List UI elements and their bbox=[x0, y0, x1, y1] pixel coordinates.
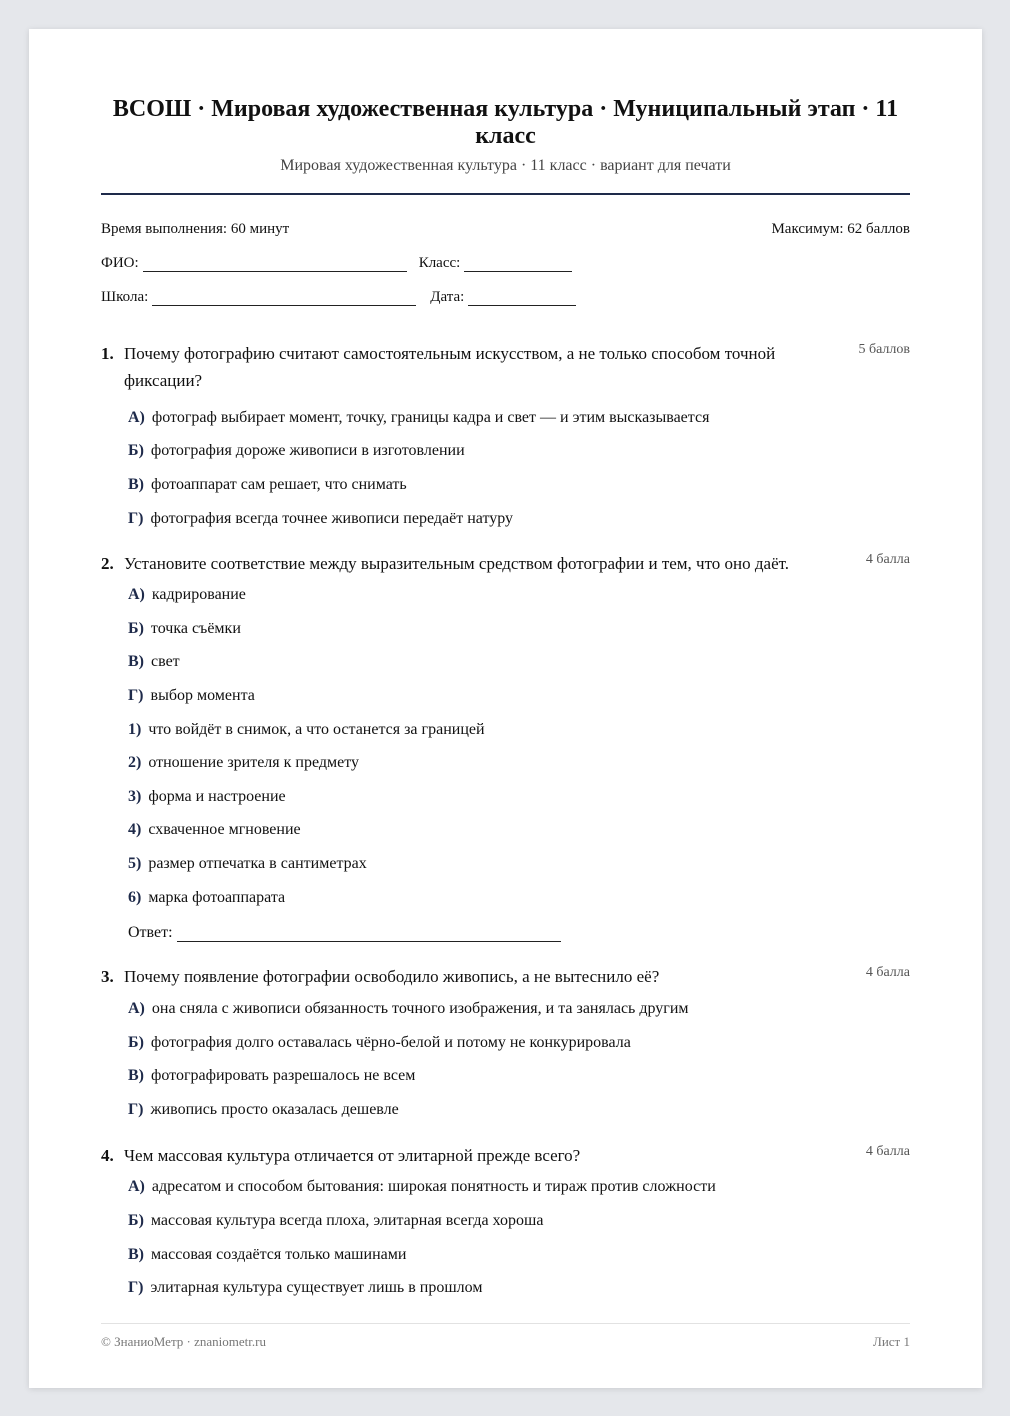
option-a[interactable] bbox=[128, 1171, 910, 1205]
page-footer bbox=[101, 1334, 910, 1350]
option-mark: 4) bbox=[128, 821, 142, 839]
option-text: кадрирование bbox=[151, 586, 246, 604]
option-mark: 6) bbox=[128, 888, 142, 906]
page-number: Лист 1 bbox=[873, 1334, 910, 1349]
question-number: 1. bbox=[101, 344, 114, 363]
footer-copyright: © ЗнаниоМетр · znaniometr.ru bbox=[101, 1334, 266, 1349]
class-field[interactable] bbox=[464, 258, 572, 272]
date-label: Дата: bbox=[430, 289, 465, 305]
option-mark: В) bbox=[128, 653, 144, 671]
question-points: 4 балла bbox=[865, 965, 910, 981]
option-text: адресатом и способом бытования: широкая понятность и тираж против сложности bbox=[151, 1178, 716, 1196]
fio-class-row bbox=[101, 254, 910, 272]
fio-label: ФИО: bbox=[101, 255, 139, 271]
option-text: размер отпечатка в сантиметрах bbox=[148, 854, 367, 872]
match-right-3 bbox=[128, 780, 910, 814]
option-mark: Б) bbox=[128, 1033, 144, 1051]
answer-row bbox=[128, 914, 910, 942]
option-b[interactable] bbox=[128, 435, 910, 469]
question-2 bbox=[101, 550, 910, 942]
option-g[interactable] bbox=[128, 1271, 910, 1305]
option-v[interactable] bbox=[128, 468, 910, 502]
question-head bbox=[101, 1142, 910, 1169]
option-mark: В) bbox=[128, 475, 144, 493]
option-text: выбор момента bbox=[150, 686, 255, 704]
option-mark: А) bbox=[128, 1000, 145, 1018]
option-text: схваченное мгновение bbox=[148, 821, 301, 839]
option-mark: В) bbox=[128, 1067, 144, 1085]
match-right-4 bbox=[128, 814, 910, 848]
match-left-a bbox=[128, 578, 910, 612]
footer-divider bbox=[101, 1323, 910, 1324]
option-text: отношение зрителя к предмету bbox=[148, 754, 360, 772]
option-mark: 3) bbox=[128, 787, 142, 805]
question-head bbox=[101, 550, 910, 577]
option-text: фотограф выбирает момент, точку, границы кадра и свет — и этим высказывается bbox=[151, 408, 710, 426]
exam-sheet bbox=[29, 29, 982, 1388]
option-text: марка фотоаппарата bbox=[148, 888, 286, 906]
option-mark: Б) bbox=[128, 1212, 144, 1230]
time-limit: Время выполнения: 60 минут bbox=[101, 221, 290, 237]
option-a[interactable] bbox=[128, 992, 910, 1026]
match-right-6 bbox=[128, 881, 910, 915]
question-points: 5 баллов bbox=[858, 342, 910, 357]
option-text: точка съёмки bbox=[150, 619, 241, 637]
option-a[interactable] bbox=[128, 401, 910, 435]
match-right-1 bbox=[128, 713, 910, 747]
option-v[interactable] bbox=[128, 1060, 910, 1094]
match-left-b bbox=[128, 612, 910, 646]
option-text: массовая создаётся только машинами bbox=[151, 1245, 407, 1263]
match-right-5 bbox=[128, 847, 910, 881]
option-text: свет bbox=[151, 653, 180, 671]
question-number: 2. bbox=[101, 554, 114, 574]
option-mark: Г) bbox=[128, 1100, 144, 1118]
option-text: форма и настроение bbox=[148, 787, 286, 805]
max-score: Максимум: 62 баллов bbox=[771, 221, 910, 237]
option-mark: А) bbox=[128, 586, 145, 604]
option-text: она сняла с живописи обязанность точного изображения, и та занялась другим bbox=[151, 1000, 689, 1018]
question-head bbox=[101, 963, 910, 990]
option-text: фотографировать разрешалось не всем bbox=[151, 1067, 416, 1085]
option-text: фотография дороже живописи в изготовлении bbox=[150, 442, 465, 460]
question-1 bbox=[101, 340, 910, 535]
option-text: фотография всегда точнее живописи передаёт натуру bbox=[150, 509, 514, 527]
option-mark: Г) bbox=[128, 509, 144, 527]
question-points: 4 балла bbox=[865, 552, 910, 568]
option-mark: А) bbox=[128, 1178, 145, 1196]
option-mark: 2) bbox=[128, 754, 142, 772]
option-text: элитарная культура существует лишь в прошлом bbox=[150, 1279, 483, 1297]
meta-row bbox=[101, 220, 910, 238]
match-left-v bbox=[128, 646, 910, 680]
header-divider bbox=[101, 193, 910, 195]
option-mark: 1) bbox=[128, 720, 142, 738]
option-text: фотография долго оставалась чёрно-белой и потому не конкурировала bbox=[150, 1033, 631, 1051]
question-4 bbox=[101, 1142, 910, 1305]
option-text: массовая культура всегда плоха, элитарная всегда хороша bbox=[150, 1212, 544, 1230]
option-text: что войдёт в снимок, а что останется за границей bbox=[148, 720, 485, 738]
fio-field[interactable] bbox=[143, 258, 407, 272]
question-number: 3. bbox=[101, 967, 114, 987]
school-label: Школа: bbox=[101, 289, 149, 305]
question-head bbox=[101, 340, 910, 394]
option-mark: В) bbox=[128, 1245, 144, 1263]
school-field[interactable] bbox=[152, 292, 416, 306]
option-g[interactable] bbox=[128, 502, 910, 536]
question-text: Установите соответствие между выразительным средством фотографии и тем, что оно даёт. bbox=[124, 554, 790, 574]
option-v[interactable] bbox=[128, 1238, 910, 1272]
match-left-g bbox=[128, 679, 910, 713]
option-mark: 5) bbox=[128, 854, 142, 872]
option-mark: Г) bbox=[128, 1279, 144, 1297]
date-field[interactable] bbox=[468, 292, 576, 306]
school-date-row bbox=[101, 288, 910, 306]
answer-label: Ответ: bbox=[128, 924, 173, 942]
sheet-content bbox=[101, 29, 910, 1305]
question-text: Почему фотографию считают самостоятельным искусством, а не только способом точной фиксации? bbox=[124, 344, 776, 390]
question-3 bbox=[101, 963, 910, 1126]
option-b[interactable] bbox=[128, 1204, 910, 1238]
option-mark: А) bbox=[128, 408, 145, 426]
option-text: фотоаппарат сам решает, что снимать bbox=[151, 475, 407, 493]
option-g[interactable] bbox=[128, 1093, 910, 1127]
question-text: Почему появление фотографии освободило живопись, а не вытеснило её? bbox=[124, 967, 660, 987]
option-text: живопись просто оказалась дешевле bbox=[150, 1100, 399, 1118]
option-mark: Б) bbox=[128, 442, 144, 460]
question-points: 4 балла bbox=[865, 1143, 910, 1159]
match-right-2 bbox=[128, 746, 910, 780]
option-mark: Г) bbox=[128, 686, 144, 704]
class-label: Класс: bbox=[418, 255, 461, 271]
page-subtitle: Мировая художественная культура · 11 класс · вариант для печати bbox=[280, 157, 731, 174]
question-text: Чем массовая культура отличается от элитарной прежде всего? bbox=[124, 1145, 581, 1165]
page-title: ВСОШ · Мировая художественная культура · Муниципальный этап · 11 класс bbox=[112, 96, 899, 149]
question-number: 4. bbox=[101, 1145, 114, 1165]
option-b[interactable] bbox=[128, 1026, 910, 1060]
option-mark: Б) bbox=[128, 619, 144, 637]
answer-field[interactable] bbox=[177, 928, 561, 942]
